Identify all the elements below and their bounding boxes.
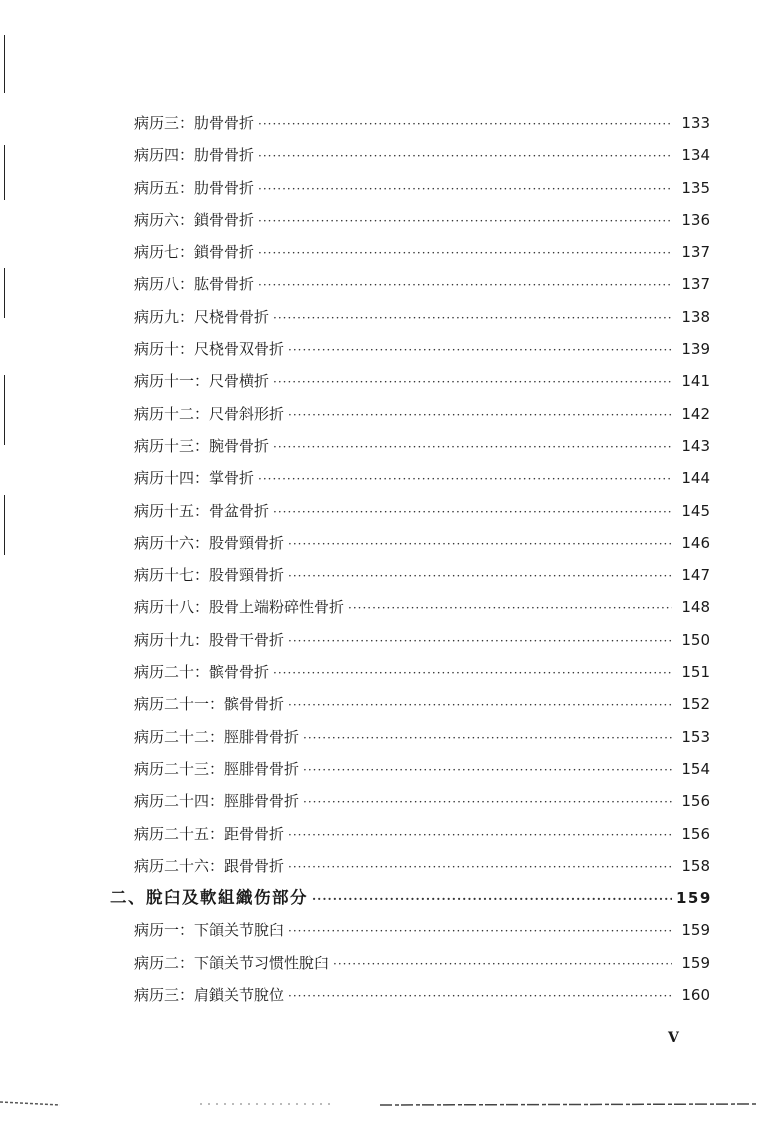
toc-leader-dots [303,786,672,818]
toc-leader-dots [258,269,672,301]
toc-leader-dots [288,560,672,592]
toc-leader-dots [258,237,672,269]
toc-leader-dots [258,173,672,205]
toc-leader-dots [348,592,672,624]
toc-entry-label: 病历一：下頜关节脫臼 [134,921,285,940]
toc-leader-dots [288,980,672,1012]
toc-entry-page-number: 159 [681,921,710,940]
toc-entry-page-number: 139 [681,340,710,359]
toc-leader-dots [333,948,672,980]
toc-entry-page-number: 138 [681,307,710,326]
toc-entry-page-number: 144 [681,469,710,488]
toc-entry-label: 病历十五：骨盆骨折 [134,501,270,520]
toc-entry-page-number: 136 [681,210,710,229]
toc-entry-label: 病历二十二：脛腓骨骨折 [134,727,300,746]
toc-entry [110,204,710,236]
toc-entry [110,172,710,204]
toc-entry-label: 病历六：鎖骨骨折 [134,210,255,229]
toc-entry-label: 病历二十：髌骨骨折 [134,663,270,682]
toc-entry [110,268,710,300]
toc-entry-page-number: 147 [681,566,710,585]
toc-leader-dots [312,883,672,915]
toc-entry-page-number: 159 [681,953,710,972]
toc-section-heading [110,882,710,914]
toc-entry-page-number: 152 [681,695,710,714]
toc-entry-label: 病历三：肩鎖关节脫位 [134,986,285,1005]
toc-entry-label: 病历四：肋骨骨折 [134,146,255,165]
toc-entry-label: 病历十六：股骨頸骨折 [134,533,285,552]
toc-entry-label: 病历十四：掌骨折 [134,469,255,488]
toc-entry-label: 病历十八：股骨上端粉碎性骨折 [134,598,345,617]
toc-entry-page-number: 143 [681,436,710,455]
toc-entry-page-number: 158 [681,856,710,875]
toc-entry [110,914,710,946]
toc-entry [110,107,710,139]
toc-entry [110,947,710,979]
scan-artifact-line [4,145,5,200]
toc-entry-label: 病历十九：股骨干骨折 [134,630,285,649]
scan-artifact-line [4,268,5,318]
toc-entry-page-number: 137 [681,243,710,262]
toc-leader-dots [288,399,672,431]
toc-entry-label: 病历二十五：距骨骨折 [134,824,285,843]
scan-artifact-line [4,35,5,93]
toc-entry [110,818,710,850]
toc-leader-dots [273,366,672,398]
toc-leader-dots [288,819,672,851]
toc-entry-page-number: 156 [681,792,710,811]
toc-entry [110,430,710,462]
toc-entry-page-number: 156 [681,824,710,843]
toc-entry [110,979,710,1011]
toc-entry-page-number: 150 [681,630,710,649]
toc-entry [110,139,710,171]
scan-artifact-line [4,495,5,555]
toc-entry-label: 病历二十六：跟骨骨折 [134,856,285,875]
toc-entry [110,462,710,494]
toc-entry [110,850,710,882]
scan-artifact-line [4,375,5,445]
toc-entry-page-number: 160 [681,986,710,1005]
toc-leader-dots [303,722,672,754]
toc-entry [110,624,710,656]
toc-entry-page-number: 141 [681,372,710,391]
page-number-mark: V [668,1030,679,1046]
toc-entry-label: 病历五：肋骨骨折 [134,178,255,197]
toc-entry-page-number: 154 [681,759,710,778]
toc-entry [110,559,710,591]
toc-entry-label: 病历十一：尺骨横折 [134,372,270,391]
toc-entry-label: 病历二十一：髌骨骨折 [134,695,285,714]
toc-entry [110,301,710,333]
toc-leader-dots [288,915,672,947]
toc-entry-label: 病历八：肱骨骨折 [134,275,255,294]
toc-entry-label: 病历九：尺桡骨骨折 [134,307,270,326]
table-of-contents [110,107,710,1011]
toc-entry [110,236,710,268]
toc-entry-label: 病历二十四：脛腓骨骨折 [134,792,300,811]
toc-entry-label: 病历二十三：脛腓骨骨折 [134,759,300,778]
toc-entry-page-number: 159 [676,889,712,908]
toc-leader-dots [273,496,672,528]
toc-entry-page-number: 145 [681,501,710,520]
toc-entry-page-number: 146 [681,533,710,552]
toc-entry-page-number: 134 [681,146,710,165]
toc-entry [110,688,710,720]
toc-leader-dots [288,851,672,883]
toc-entry [110,656,710,688]
toc-leader-dots [258,463,672,495]
toc-entry [110,785,710,817]
toc-leader-dots [288,334,672,366]
toc-leader-dots [273,302,672,334]
toc-entry-label: 病历七：鎖骨骨折 [134,243,255,262]
toc-leader-dots [303,754,672,786]
toc-entry [110,365,710,397]
toc-entry [110,591,710,623]
toc-leader-dots [288,625,672,657]
toc-leader-dots [273,657,672,689]
toc-leader-dots [288,528,672,560]
toc-entry [110,527,710,559]
toc-entry-page-number: 133 [681,114,710,132]
toc-leader-dots [288,689,672,721]
toc-entry [110,333,710,365]
toc-entry [110,721,710,753]
toc-entry [110,753,710,785]
toc-entry-label: 病历十二：尺骨斜形折 [134,404,285,423]
toc-entry-page-number: 135 [681,178,710,197]
toc-entry [110,398,710,430]
toc-entry-label: 病历十三：腕骨骨折 [134,436,270,455]
toc-entry-page-number: 137 [681,275,710,294]
toc-leader-dots [258,205,672,237]
scan-artifact-noise [0,1096,757,1110]
toc-entry-page-number: 148 [681,598,710,617]
toc-entry-label: 病历十七：股骨頸骨折 [134,566,285,585]
toc-entry [110,495,710,527]
toc-leader-dots [258,108,672,140]
toc-leader-dots [258,140,672,172]
toc-entry-label: 病历二：下頜关节习惯性脫臼 [134,953,330,972]
toc-entry-page-number: 142 [681,404,710,423]
toc-leader-dots [273,431,672,463]
toc-entry-label: 病历三：肋骨骨折 [134,114,255,132]
toc-entry-label: 二、脫臼及軟組織伤部分 [110,888,308,908]
toc-entry-page-number: 153 [681,727,710,746]
toc-entry-label: 病历十：尺桡骨双骨折 [134,340,285,359]
toc-entry-page-number: 151 [681,663,710,682]
